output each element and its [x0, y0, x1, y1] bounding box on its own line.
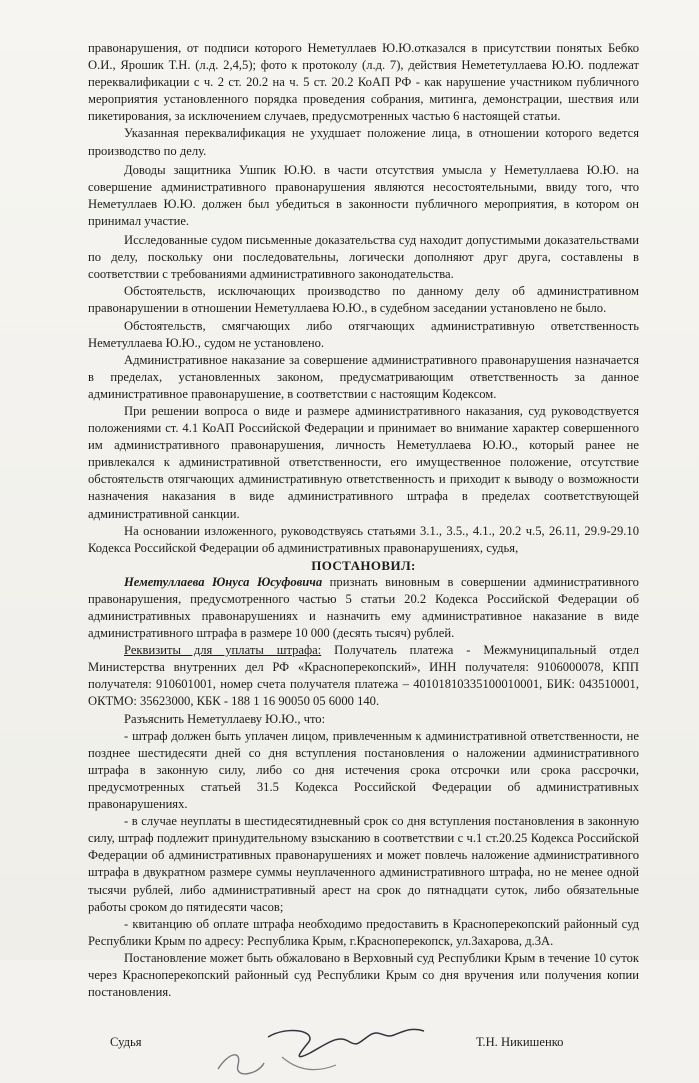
- paragraph-7: Административное наказание за совершение административного правонарушения назначается в пределах, установленных законом, предусматривающим ответственность за данное административное правонарушение, в соответствии с настоящим Кодексом.: [88, 352, 639, 401]
- paragraph-6: Обстоятельств, смягчающих либо отягчающих административную ответственность Неметуллаева Ю.Ю., судом не установлено.: [88, 318, 639, 350]
- paragraph-payment: [88, 642, 639, 710]
- paragraph-fine-deadline: - штраф должен быть уплачен лицом, привлеченным к административной ответственности, не позднее шестидесяти дней со дня вступления постановления о наложении административного штрафа в законную силу, либо со дня истечения срока отсрочки или срока рассрочки, предусмотренных статьей 31.5 Кодекса Российской Федерации об административных правонарушениях.: [88, 728, 639, 812]
- paragraph-receipt: - квитанцию об оплате штрафа необходимо предоставить в Красноперекопский районный суд Республики Крым по адресу: Республика Крым, г.Красноперекопск, ул.Захарова, д.3А.: [88, 916, 639, 948]
- paragraph-nonpayment: - в случае неуплаты в шестидесятидневный срок со дня вступления постановления в законную силу, штраф подлежит принудительному взысканию в соответствии с ч.1 ст.20.25 Кодекса Российской Федерации об административных правонарушениях и может повлечь наложение административного штрафа в двукратном размере суммы неуплаченного административного штрафа, но не менее одной тысячи рублей, либо административный арест на срок до пятнадцати суток, либо обязательные работы сроком до пятидесяти часов;: [88, 814, 639, 914]
- paragraph-2: Указанная переквалификация не ухудшает положение лица, в отношении которого ведется производство по делу.: [88, 126, 639, 158]
- defendant-name: Неметуллаева Юнуса Юсуфовича: [124, 574, 323, 589]
- paragraph-5: Обстоятельств, исключающих производство по данному делу об административном правонарушении в отношении Неметуллаева Ю.Ю., в судебном заседании установлено не было.: [88, 284, 639, 316]
- paragraph-explain: Разъяснить Неметуллаеву Ю.Ю., что:: [124, 711, 326, 726]
- paragraph-verdict: [88, 574, 639, 642]
- payment-details-label: Реквизиты для уплаты штрафа:: [124, 643, 322, 658]
- paragraph-appeal: Постановление может быть обжаловано в Верховный суд Республики Крым в течение 10 суток через Красноперекопский районный суд Республики Крым со дня вручения или получения копии постановления.: [88, 950, 639, 1000]
- resolution-title: ПОСТАНОВИЛ:: [311, 557, 416, 573]
- signature-block: [88, 1021, 639, 1081]
- judge-name: Т.Н. Никишенко: [476, 1035, 564, 1050]
- payment-details-text: Получатель платежа - Межмуниципальный отдел Министерства внутренних дел РФ «Красноперекопский», ИНН получателя: 9106000078, КПП получателя: 910601001, номер счета получателя платежа – 40101810335100010001, БИК: 043510001, ОКТМО: 35623000, КБК - 188 1 16 90050 05 6000 140.: [88, 643, 639, 709]
- verdict-text: признать виновным в совершении административного правонарушения, предусмотренного частью 5 статьи 20.2 Кодекса Российской Федерации об административных правонарушениях и назначить ему административное наказание в виде административного штрафа в размере 10 000 (десять тысяч) рублей.: [88, 574, 639, 641]
- paragraph-3: Доводы защитника Ушпик Ю.Ю. в части отсутствия умысла у Неметуллаева Ю.Ю. на совершение административного правонарушения являются несостоятельными, ввиду того, что Неметуллаев Ю.Ю. должен был убедиться в законности публичного мероприятия, в котором он принимал участие.: [88, 162, 639, 228]
- handwritten-signature: [198, 1013, 458, 1083]
- paragraph-1: правонарушения, от подписи которого Неметуллаев Ю.Ю.отказался в присутствии понятых Бебко О.И., Ярошик Т.Н. (л.д. 2,4,5); фото к протоколу (л.д. 7), действия Немететуллаева Ю.Ю. подлежат переквалификации с ч. 2 ст. 20.2 на ч. 5 ст. 20.2 КоАП РФ - как нарушение участником публичного мероприятия установленного порядка проведения собрания, митинга, демонстрации, шествия или пикетирования, за исключением случаев, предусмотренных частью 6 настоящей статьи.: [88, 41, 639, 124]
- signature-label: Судья: [110, 1035, 142, 1050]
- paragraph-9: На основании изложенного, руководствуясь статьями 3.1., 3.5., 4.1., 20.2 ч.5, 26.11, 29.9-29.10 Кодекса Российской Федерации об административных правонарушениях, судья,: [88, 523, 639, 555]
- paragraph-4: Исследованные судом письменные доказательства суд находит допустимыми доказательствами по делу, поскольку они последовательны, логически дополняют друг друга, составлены в соответствии с требованиями административного законодательства.: [88, 233, 639, 282]
- paragraph-8: При решении вопроса о виде и размере административного наказания, суд руководствуется положениями ст. 4.1 КоАП Российской Федерации и принимает во внимание характер совершенного им административного правонарушения, личность Неметуллаева Ю.Ю., который ранее не привлекался к административной ответственности, его имущественное положение, отсутствие обстоятельств отягчающих административную ответственность и приходит к выводу о возможности назначения наказания в виде административного штрафа в пределах соответствующей административной санкции.: [88, 403, 639, 521]
